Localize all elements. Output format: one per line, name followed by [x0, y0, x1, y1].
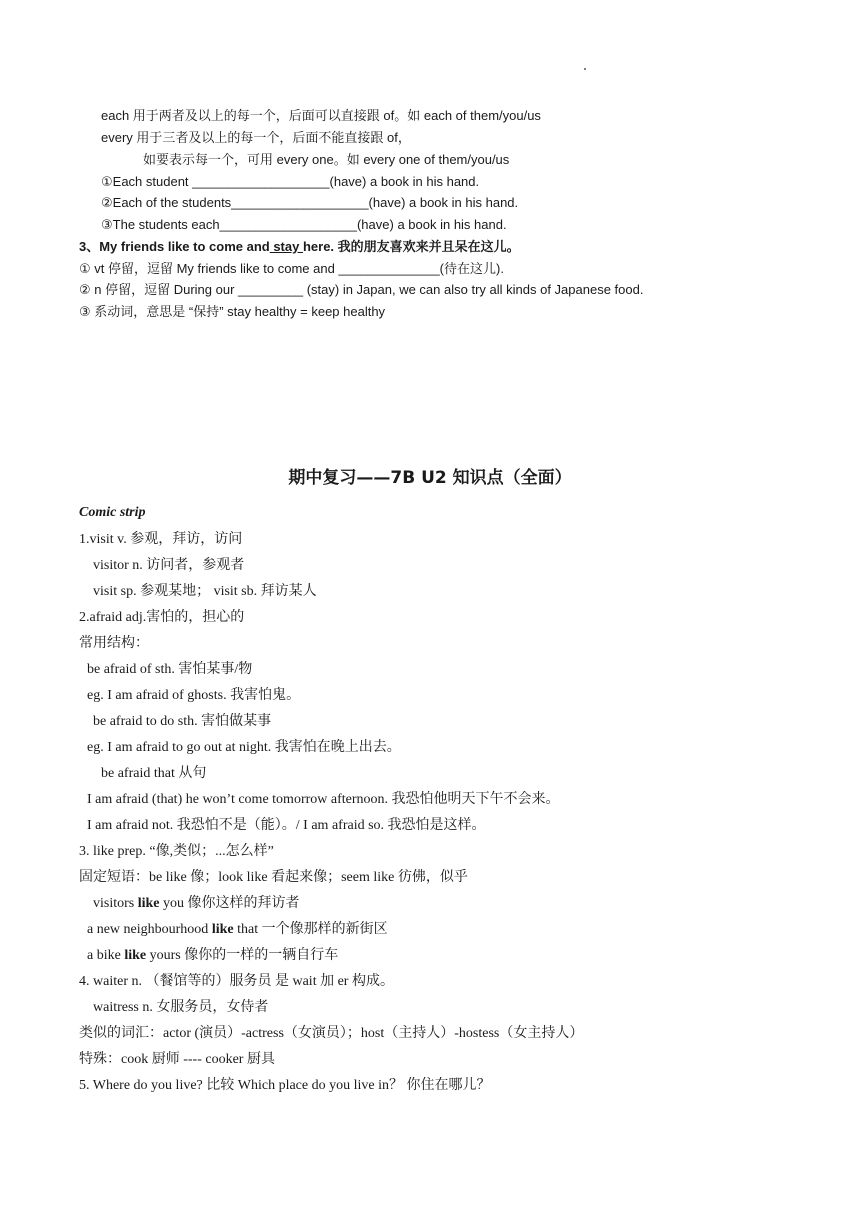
section-subtitle: Comic strip	[79, 505, 146, 520]
like-heading: 3. like prep. “像,类似；...怎么样”	[79, 844, 274, 859]
like-example-bike: a bike like yours 像你的一样的一辆自行车	[87, 948, 339, 963]
like-example-neighbourhood: a new neighbourhood like that 一个像那样的新街区	[87, 922, 388, 937]
waiter-heading: 4. waiter n. （餐馆等的）服务员 是 wait 加 er 构成。	[79, 974, 394, 989]
each-explanation: each 用于两者及以上的每一个，后面可以直接跟 of。如 each of them/you/us	[101, 108, 541, 123]
visit-usage-line: visit sp. 参观某地； visit sb. 拜访某人	[93, 584, 317, 599]
where-live-line: 5. Where do you live? 比较 Which place do you live in？ 你住在哪儿？	[79, 1078, 491, 1093]
stay-n-item: ② n 停留，逗留 During our _________ (stay) in Japan, we can also try all kinds of Japanese food.	[79, 282, 644, 297]
page-dot-mark	[584, 68, 586, 70]
stay-linking-item: ③ 系动词，意思是 “保持” stay healthy = keep healthy	[79, 304, 386, 319]
exercise-1: ①Each student ___________________(have) a book in his hand.	[101, 174, 480, 189]
every-one-note: 如要表示每一个，可用 every one。如 every one of them/you/us	[143, 152, 510, 167]
afraid-not-so-line: I am afraid not. 我恐怕不是（能）。/ I am afraid so. 我恐怕是这样。	[87, 818, 486, 833]
visit-heading: 1.visit v. 参观，拜访，访问	[79, 532, 243, 547]
exercise-3: ③The students each___________________(have) a book in his hand.	[101, 217, 507, 232]
afraid-of-line: be afraid of sth. 害怕某事/物	[87, 662, 253, 677]
waitress-line: waitress n. 女服务员，女侍者	[93, 1000, 269, 1015]
structures-label: 常用结构：	[79, 636, 149, 651]
page-title: 期中复习——7B U2 知识点（全面）	[288, 468, 572, 488]
like-phrases-line: 固定短语：be like 像；look like 看起来像；seem like 彷佛，似乎	[79, 870, 468, 885]
heading-3: 3、My friends like to come and stay here. 我的朋友喜欢来并且呆在这儿。	[79, 239, 520, 254]
afraid-that-line: be afraid that 从句	[101, 766, 207, 781]
stay-vt-item: ① vt 停留，逗留 My friends like to come and ______________(待在这儿).	[79, 261, 504, 276]
afraid-that-example: I am afraid (that) he won’t come tomorrow afternoon. 我恐怕他明天下午不会来。	[87, 792, 560, 807]
every-explanation: every 用于三者及以上的每一个，后面不能直接跟 of，	[101, 130, 411, 145]
exercise-2: ②Each of the students___________________(have) a book in his hand.	[101, 195, 519, 210]
like-example-visitors: visitors like you 像你这样的拜访者	[93, 896, 300, 911]
similar-words-line: 类似的词汇：actor (演员）-actress（女演员）；host（主持人）-hostess（女主持人）	[79, 1026, 584, 1041]
afraid-to-example: eg. I am afraid to go out at night. 我害怕在晚上出去。	[87, 740, 401, 755]
visitor-line: visitor n. 访问者，参观者	[93, 558, 245, 573]
afraid-to-line: be afraid to do sth. 害怕做某事	[93, 714, 272, 729]
afraid-of-example: eg. I am afraid of ghosts. 我害怕鬼。	[87, 688, 301, 703]
special-line: 特殊：cook 厨师 ---- cooker 厨具	[79, 1052, 275, 1067]
afraid-heading: 2.afraid adj.害怕的，担心的	[79, 610, 245, 625]
